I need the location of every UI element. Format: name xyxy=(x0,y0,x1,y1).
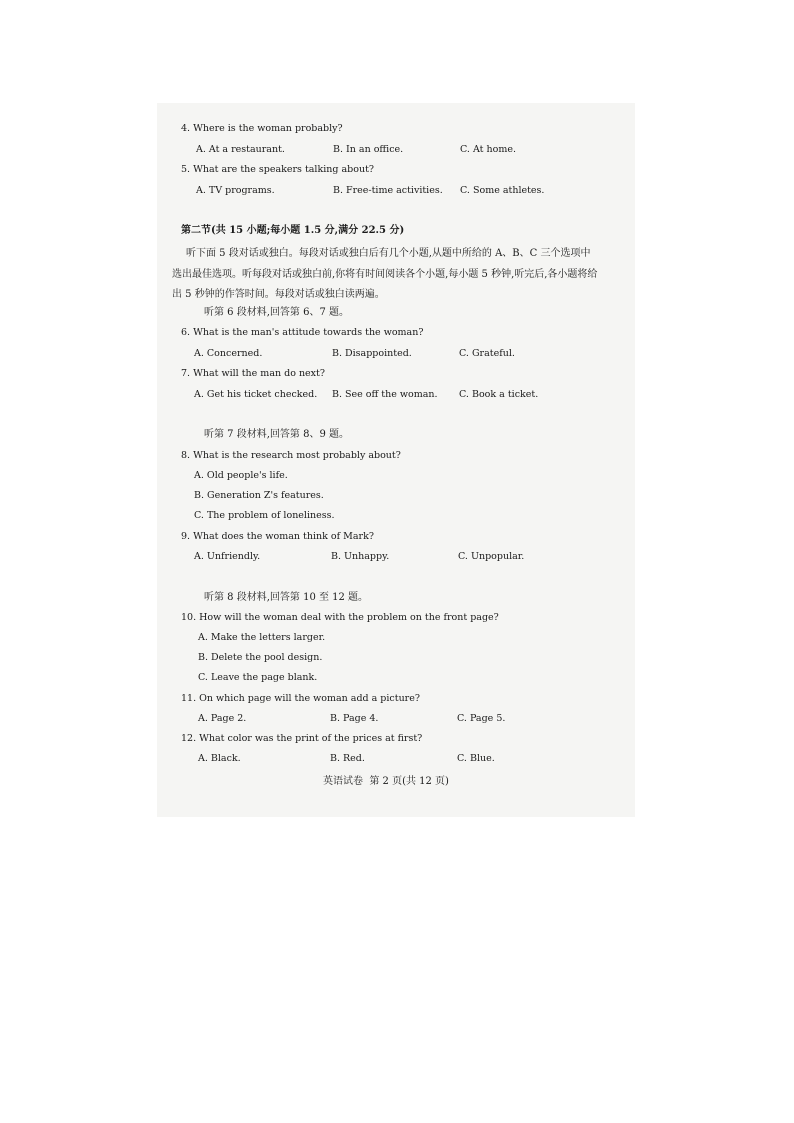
question-7-option-b: B. See off the woman. xyxy=(332,389,438,400)
question-4-option-b: B. In an office. xyxy=(333,144,404,155)
question-8-option-c: C. The problem of loneliness. xyxy=(194,510,335,521)
question-7-option-a: A. Get his ticket checked. xyxy=(194,389,318,400)
question-12-option-a: A. Black. xyxy=(198,753,241,764)
section-2-heading: 第二节(共 15 小题;每小题 1.5 分,满分 22.5 分) xyxy=(181,225,405,236)
question-10-option-a: A. Make the letters larger. xyxy=(198,632,326,643)
question-5-option-b: B. Free-time activities. xyxy=(333,185,443,196)
question-6-option-b: B. Disappointed. xyxy=(332,348,412,359)
question-9-stem: 9. What does the woman think of Mark? xyxy=(181,531,374,542)
page-footer: 英语试卷 第 2 页(共 12 页) xyxy=(323,776,449,787)
question-9-option-b: B. Unhappy. xyxy=(331,551,390,562)
question-12-stem: 12. What color was the print of the prices at first? xyxy=(181,733,423,744)
section-2-instructions: 听下面 5 段对话或独白。每段对话或独白后有几个小题,从题中所给的 A、B、C 三个选项中选出最佳选项。听每段对话或独白前,你将有时间阅读各个小题,每小题 5 秒钟,听完后,各小题将给出 5 秒钟的作答时间。每段对话或独白读两遍。 xyxy=(172,248,598,300)
question-4-option-a: A. At a restaurant. xyxy=(196,144,285,155)
question-4-stem: 4. Where is the woman probably? xyxy=(181,123,343,134)
question-8-stem: 8. What is the research most probably about? xyxy=(181,450,401,461)
material-8-instruction: 听第 8 段材料,回答第 10 至 12 题。 xyxy=(204,592,369,603)
question-12-option-b: B. Red. xyxy=(330,753,365,764)
question-10-option-b: B. Delete the pool design. xyxy=(198,652,323,663)
question-4-option-c: C. At home. xyxy=(460,144,516,155)
material-6-instruction: 听第 6 段材料,回答第 6、7 题。 xyxy=(204,307,349,318)
question-6-option-a: A. Concerned. xyxy=(194,348,263,359)
question-8-option-a: A. Old people's life. xyxy=(194,470,288,481)
question-7-stem: 7. What will the man do next? xyxy=(181,368,325,379)
question-6-option-c: C. Grateful. xyxy=(459,348,515,359)
question-10-option-c: C. Leave the page blank. xyxy=(198,672,318,683)
question-7-option-c: C. Book a ticket. xyxy=(459,389,539,400)
question-11-option-a: A. Page 2. xyxy=(198,713,247,724)
question-9-option-c: C. Unpopular. xyxy=(458,551,525,562)
question-5-option-a: A. TV programs. xyxy=(196,185,275,196)
question-11-option-c: C. Page 5. xyxy=(457,713,506,724)
question-11-option-b: B. Page 4. xyxy=(330,713,379,724)
question-10-stem: 10. How will the woman deal with the problem on the front page? xyxy=(181,612,499,623)
material-7-instruction: 听第 7 段材料,回答第 8、9 题。 xyxy=(204,429,349,440)
question-9-option-a: A. Unfriendly. xyxy=(194,551,261,562)
question-8-option-b: B. Generation Z's features. xyxy=(194,490,324,501)
question-11-stem: 11. On which page will the woman add a picture? xyxy=(181,693,420,704)
question-5-stem: 5. What are the speakers talking about? xyxy=(181,164,374,175)
question-5-option-c: C. Some athletes. xyxy=(460,185,545,196)
question-12-option-c: C. Blue. xyxy=(457,753,495,764)
question-6-stem: 6. What is the man's attitude towards the woman? xyxy=(181,327,424,338)
